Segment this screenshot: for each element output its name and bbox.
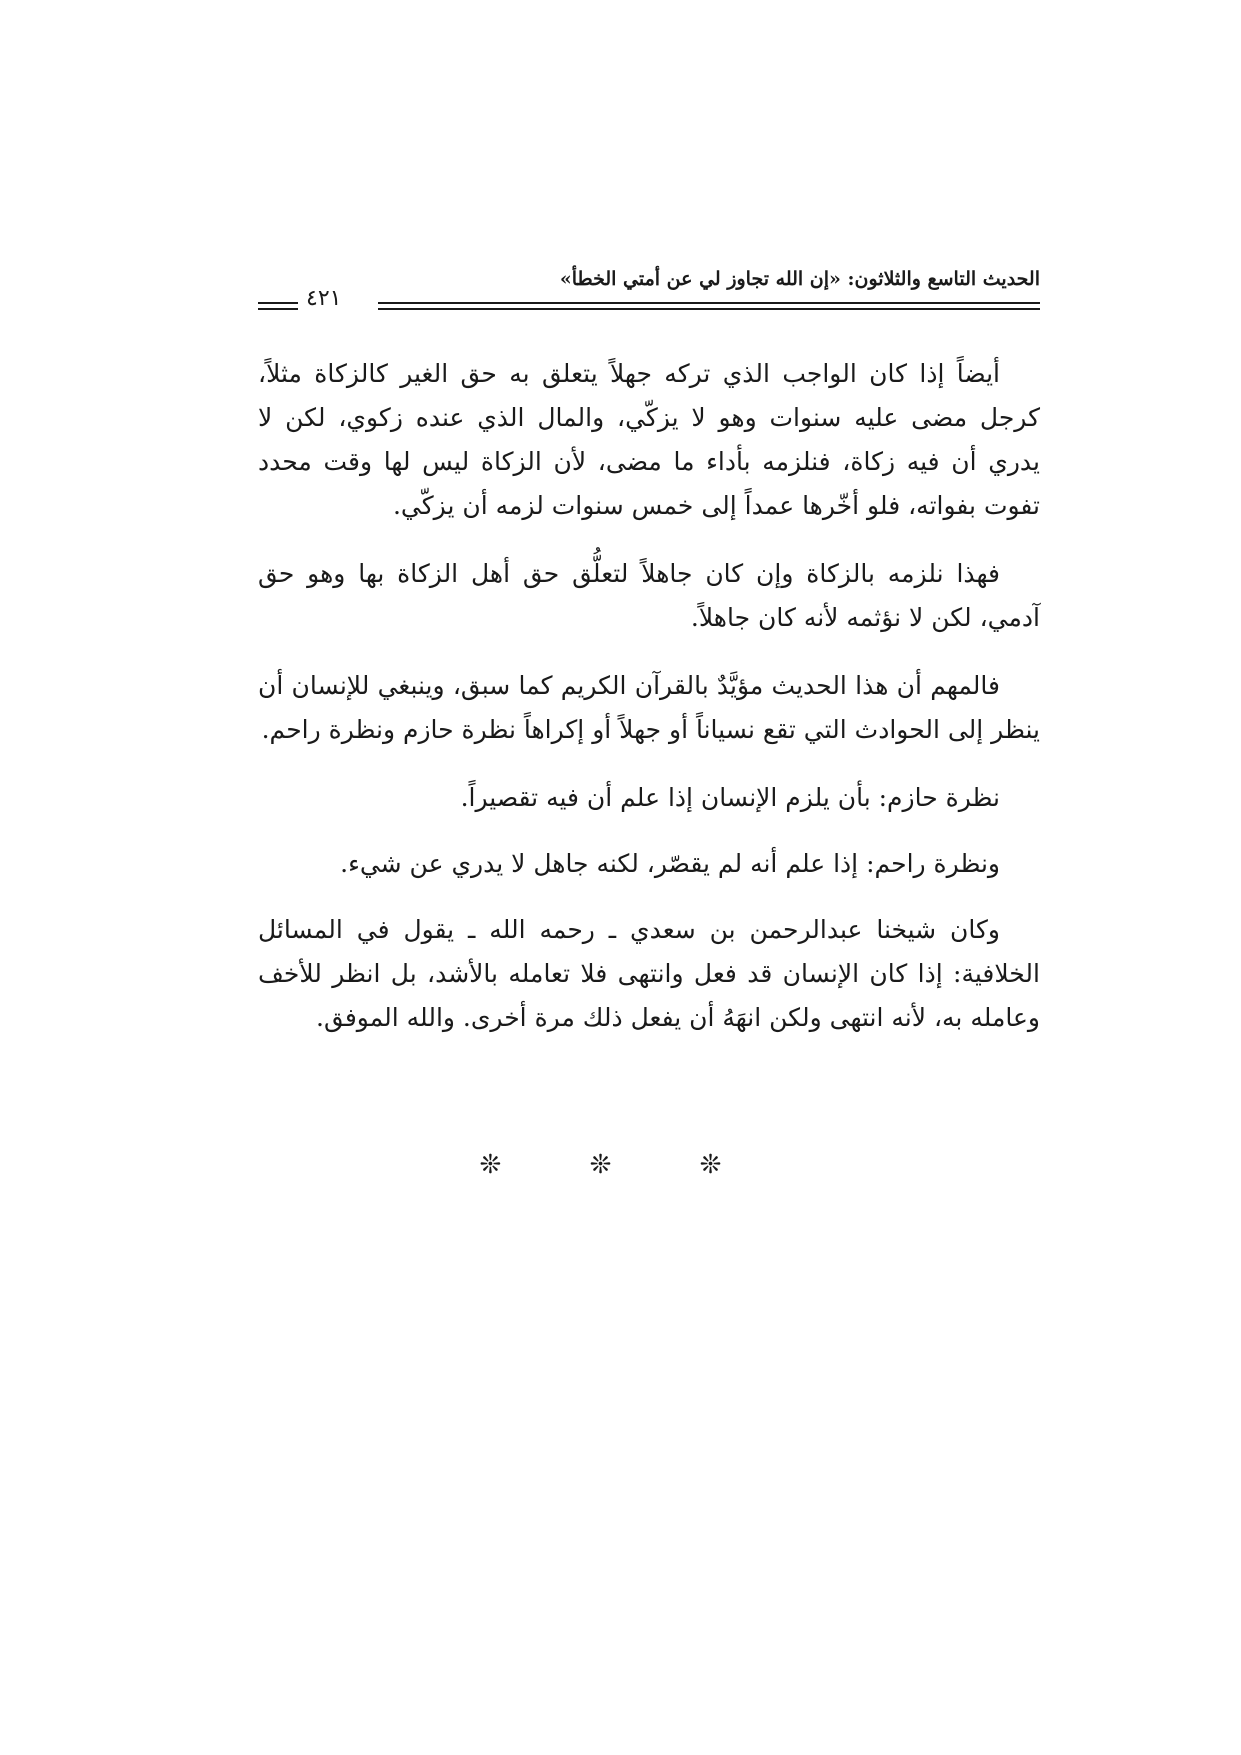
header-title: الحديث التاسع والثلاثون: «إن الله تجاوز لي عن أمتي الخطأ»	[559, 268, 1040, 290]
paragraph: فهذا نلزمه بالزكاة وإن كان جاهلاً لتعلُّق حق أهل الزكاة بها وهو حق آدمي، لكن لا نؤثمه لأنه كان جاهلاً.	[258, 559, 1040, 632]
paragraph: نظرة حازم: بأن يلزم الإنسان إذا علم أن فيه تقصيراً.	[460, 783, 1000, 812]
paragraph: وكان شيخنا عبدالرحمن بن سعدي ـ رحمه الله ـ يقول في المسائل الخلافية: إذا كان الإنسان قد فعل وانتهى فلا تعامله بالأشد، بل انظر للأخف وعامله به، لأنه انتهى ولكن انهَهُ أن يفعل ذلك مرة أخرى. والله الموفق.	[258, 915, 1040, 1032]
paragraph: أيضاً إذا كان الواجب الذي تركه جهلاً يتعلق به حق الغير كالزكاة مثلاً، كرجل مضى عليه سنوات وهو لا يزكّي، والمال الذي عنده زكوي، لكن لا يدري أن فيه زكاة، فنلزمه بأداء ما مضى، لأن الزكاة ليس لها وقت محدد تفوت بفواته، فلو أخّرها عمداً إلى خمس سنوات لزمه أن يزكّي.	[258, 359, 1040, 520]
paragraph: فالمهم أن هذا الحديث مؤيَّدٌ بالقرآن الكريم كما سبق، وينبغي للإنسان أن ينظر إلى الحوادث التي تقع نسياناً أو جهلاً أو إكراهاً نظرة حازم ونظرة راحم.	[258, 671, 1040, 744]
running-header	[258, 268, 1040, 318]
header-rule-segment	[258, 302, 298, 310]
paragraph: ونظرة راحم: إذا علم أنه لم يقصّر، لكنه جاهل لا يدري عن شيء.	[340, 849, 1000, 878]
section-separator: ❊ ❊ ❊	[479, 1150, 762, 1180]
header-double-rule	[378, 302, 1040, 310]
body-text	[258, 352, 1040, 1064]
page-number: ٤٢١	[306, 286, 342, 311]
